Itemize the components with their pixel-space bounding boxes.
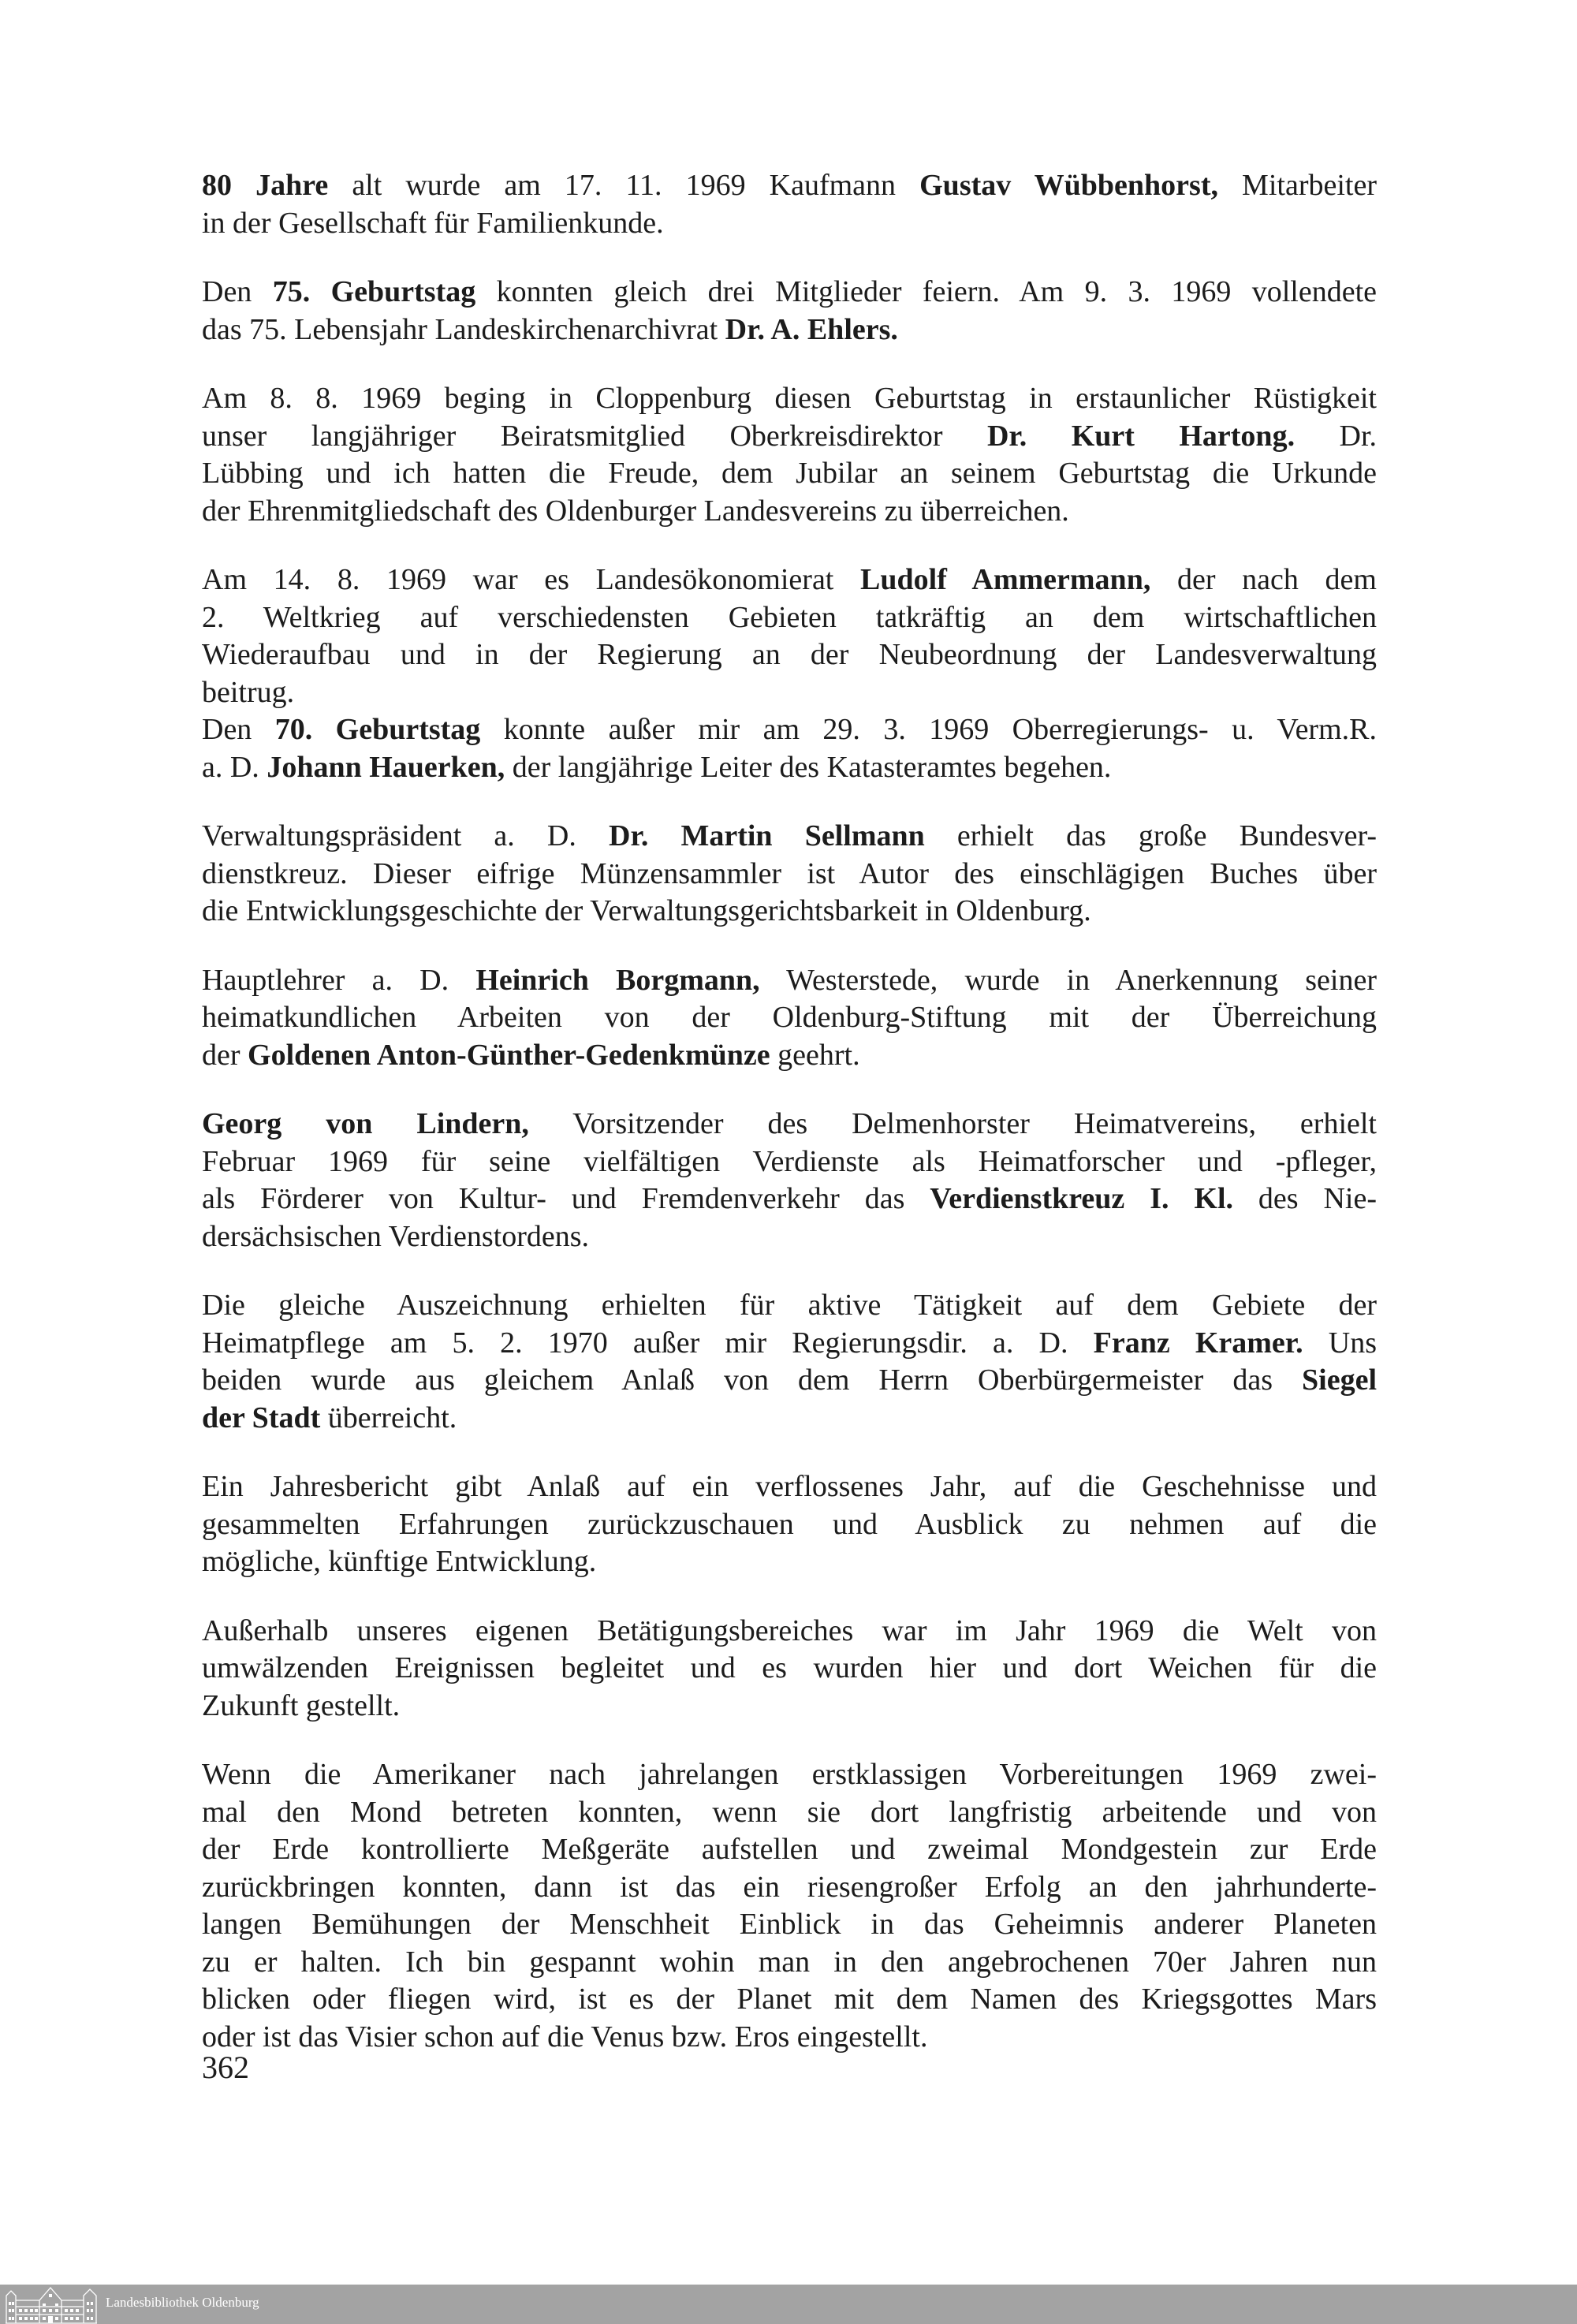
text-line xyxy=(202,167,1377,205)
text-line xyxy=(202,749,1377,787)
text-run: zurückbringen konnten, dann ist das ein riesengroßer Erfolg an den jahrhunderte- xyxy=(202,1870,1377,1904)
bold-emphasis: Dr. Martin Sellmann xyxy=(609,819,925,852)
text-line xyxy=(202,561,1377,599)
paragraph xyxy=(202,274,1377,349)
text-run: alt wurde am 17. 11. 1969 Kaufmann xyxy=(328,169,920,202)
bold-emphasis: Gustav Wübbenhorst, xyxy=(919,169,1218,202)
text-line xyxy=(202,711,1377,749)
text-line xyxy=(202,1181,1377,1218)
library-building-icon xyxy=(5,2286,98,2324)
text-line xyxy=(202,818,1377,856)
text-line xyxy=(202,1106,1377,1143)
text-run: Heimatpflege am 5. 2. 1970 außer mir Regierungsdir. a. D. xyxy=(202,1326,1094,1360)
text-line xyxy=(202,205,1377,243)
text-run: konnten gleich drei Mitglieder feiern. Am 9. 3. 1969 vollendete xyxy=(475,275,1377,308)
text-run: langen Bemühungen der Menschheit Einblick in das Geheimnis anderer Planeten xyxy=(202,1908,1377,1941)
text-run: die Entwicklungsgeschichte der Verwaltungsgerichtsbarkeit in Oldenburg. xyxy=(202,894,1091,927)
text-line xyxy=(202,2019,1377,2057)
text-line xyxy=(202,1906,1377,1944)
text-run: Die gleiche Auszeichnung erhielten für aktive Tätigkeit auf dem Gebiete der xyxy=(202,1289,1377,1322)
paragraph xyxy=(202,1287,1377,1437)
paragraph xyxy=(202,818,1377,931)
bold-emphasis: der Stadt xyxy=(202,1401,321,1434)
text-run: in der Gesellschaft für Familienkunde. xyxy=(202,206,664,240)
text-run: Außerhalb unseres eigenen Betätigungsbereiches war im Jahr 1969 die Welt von xyxy=(202,1613,1377,1647)
text-run: Wenn die Amerikaner nach jahrelangen erstklassigen Vorbereitungen 1969 zwei- xyxy=(202,1758,1377,1791)
paragraph xyxy=(202,711,1377,786)
text-run: als Förderer von Kultur- und Fremdenverkehr das xyxy=(202,1182,930,1215)
text-run: blicken oder fliegen wird, ist es der Planet mit dem Namen des Kriegsgottes Mars xyxy=(202,1983,1377,2016)
text-run: des Nie- xyxy=(1233,1182,1377,1215)
text-line xyxy=(202,1400,1377,1438)
paragraph xyxy=(202,1756,1377,2056)
text-run: 2. Weltkrieg auf verschiedensten Gebieten tatkräftig an dem wirtschaftlichen xyxy=(202,600,1377,634)
text-line xyxy=(202,380,1377,418)
text-line xyxy=(202,856,1377,893)
text-run: Am 8. 8. 1969 beging in Cloppenburg diesen Geburtstag in erstaunlicher Rüstigkeit xyxy=(202,382,1377,415)
text-run: dersächsischen Verdienstordens. xyxy=(202,1219,590,1253)
bold-emphasis: Goldenen Anton-Günther-Gedenkmünze xyxy=(248,1038,770,1072)
text-run: Lübbing und ich hatten die Freude, dem Jubilar an seinem Geburtstag die Urkunde xyxy=(202,457,1377,490)
text-run: überreicht. xyxy=(320,1401,457,1434)
text-line xyxy=(202,1287,1377,1325)
text-run: Mitarbeiter xyxy=(1217,169,1377,202)
paragraph xyxy=(202,561,1377,711)
bold-emphasis: Heinrich Borgmann, xyxy=(475,963,760,997)
text-run: Dr. xyxy=(1295,419,1377,453)
text-run: das 75. Lebensjahr Landeskirchenarchivrat xyxy=(202,312,725,346)
text-run: heimatkundlichen Arbeiten von der Oldenburg-Stiftung mit der Überreichung xyxy=(202,1001,1377,1034)
text-line xyxy=(202,1037,1377,1075)
bold-emphasis: 75. Geburtstag xyxy=(272,275,476,308)
text-run: Verwaltungspräsident a. D. xyxy=(202,819,610,852)
text-line xyxy=(202,1794,1377,1832)
bold-emphasis: Georg von Lindern, xyxy=(202,1107,529,1140)
text-run: Vorsitzender des Delmenhorster Heimatvereins, erhielt xyxy=(528,1107,1377,1140)
text-run: der nach dem xyxy=(1150,563,1377,596)
page-number: 362 xyxy=(202,2050,249,2085)
text-line xyxy=(202,636,1377,674)
text-run: Wiederaufbau und in der Regierung an der Neubeordnung der Landesverwaltung xyxy=(202,638,1377,671)
text-run: geehrt. xyxy=(770,1038,860,1072)
text-run: Den xyxy=(202,275,273,308)
bold-emphasis: Dr. A. Ehlers. xyxy=(725,312,898,346)
bold-emphasis: Siegel xyxy=(1302,1363,1377,1397)
bold-emphasis: Franz Kramer. xyxy=(1093,1326,1303,1360)
bold-emphasis: Ludolf Ammermann, xyxy=(860,563,1151,596)
text-line xyxy=(202,893,1377,931)
text-run: a. D. xyxy=(202,750,267,784)
paragraph xyxy=(202,167,1377,242)
text-run: unser langjähriger Beiratsmitglied Oberkreisdirektor xyxy=(202,419,987,453)
text-line xyxy=(202,1831,1377,1869)
text-run: Den xyxy=(202,713,275,746)
text-run: der langjährige Leiter des Katasteramtes begehen. xyxy=(505,750,1112,784)
text-line xyxy=(202,1325,1377,1363)
text-run: zu er halten. Ich bin gespannt wohin man in den angebrochenen 70er Jahren nun xyxy=(202,1945,1377,1979)
text-line xyxy=(202,999,1377,1037)
text-line xyxy=(202,1869,1377,1907)
text-line xyxy=(202,1218,1377,1256)
text-line xyxy=(202,674,1377,712)
paragraph xyxy=(202,1468,1377,1581)
text-line xyxy=(202,1756,1377,1794)
text-line xyxy=(202,1613,1377,1651)
bold-emphasis: 80 Jahre xyxy=(202,169,329,202)
text-run: beiden wurde aus gleichem Anlaß von dem Herrn Oberbürgermeister das xyxy=(202,1363,1303,1397)
text-run: erhielt das große Bundesver- xyxy=(924,819,1377,852)
text-run: Westerstede, wurde in Anerkennung seiner xyxy=(759,963,1377,997)
paragraph xyxy=(202,380,1377,530)
text-run: der Ehrenmitgliedschaft des Oldenburger Landesvereins zu überreichen. xyxy=(202,494,1069,528)
text-line xyxy=(202,1688,1377,1725)
text-run: umwälzenden Ereignissen begleitet und es wurden hier und dort Weichen für die xyxy=(202,1651,1377,1684)
text-run: Am 14. 8. 1969 war es Landesökonomierat xyxy=(202,563,861,596)
bold-emphasis: Verdienstkreuz I. Kl. xyxy=(930,1182,1233,1215)
text-line xyxy=(202,1981,1377,2019)
text-line xyxy=(202,1944,1377,1982)
text-line xyxy=(202,1468,1377,1506)
bold-emphasis: Johann Hauerken, xyxy=(267,750,505,784)
text-line xyxy=(202,962,1377,1000)
text-run: gesammelten Erfahrungen zurückzuschauen und Ausblick zu nehmen auf die xyxy=(202,1507,1377,1541)
text-line xyxy=(202,1650,1377,1688)
text-line xyxy=(202,1143,1377,1181)
text-run: mal den Mond betreten konnten, wenn sie dort langfristig arbeitende und von xyxy=(202,1795,1377,1829)
text-run: beitrug. xyxy=(202,675,295,709)
text-line xyxy=(202,418,1377,456)
text-line xyxy=(202,1506,1377,1544)
text-line xyxy=(202,311,1377,349)
text-run: mögliche, künftige Entwicklung. xyxy=(202,1545,597,1578)
text-run: Hauptlehrer a. D. xyxy=(202,963,476,997)
bold-emphasis: 70. Geburtstag xyxy=(274,713,481,746)
text-line xyxy=(202,1362,1377,1400)
text-line xyxy=(202,1543,1377,1581)
text-run: Uns xyxy=(1303,1326,1378,1360)
text-run: dienstkreuz. Dieser eifrige Münzensammler ist Autor des einschlägigen Buches über xyxy=(202,856,1377,890)
text-run: Zukunft gestellt. xyxy=(202,1688,401,1722)
paragraph xyxy=(202,1613,1377,1725)
text-run: Februar 1969 für seine vielfältigen Verdienste als Heimatforscher und -pfleger, xyxy=(202,1144,1377,1178)
text-line xyxy=(202,599,1377,637)
text-run: der xyxy=(202,1038,248,1072)
library-name: Landesbibliothek Oldenburg xyxy=(106,2295,259,2310)
text-run: konnte außer mir am 29. 3. 1969 Oberregierungs- u. Verm.R. xyxy=(480,713,1377,746)
paragraph xyxy=(202,1106,1377,1255)
text-run: der Erde kontrollierte Meßgeräte aufstellen und zweimal Mondgestein zur Erde xyxy=(202,1833,1377,1866)
text-line xyxy=(202,493,1377,531)
body-text-column xyxy=(202,167,1377,2087)
text-line xyxy=(202,274,1377,311)
bold-emphasis: Dr. Kurt Hartong. xyxy=(986,419,1296,453)
text-line xyxy=(202,455,1377,493)
text-run: oder ist das Visier schon auf die Venus bzw. Eros eingestellt. xyxy=(202,2020,928,2054)
paragraph xyxy=(202,962,1377,1075)
text-run: Ein Jahresbericht gibt Anlaß auf ein verflossenes Jahr, auf die Geschehnisse und xyxy=(202,1470,1377,1503)
library-footer-bar xyxy=(0,2285,1577,2324)
